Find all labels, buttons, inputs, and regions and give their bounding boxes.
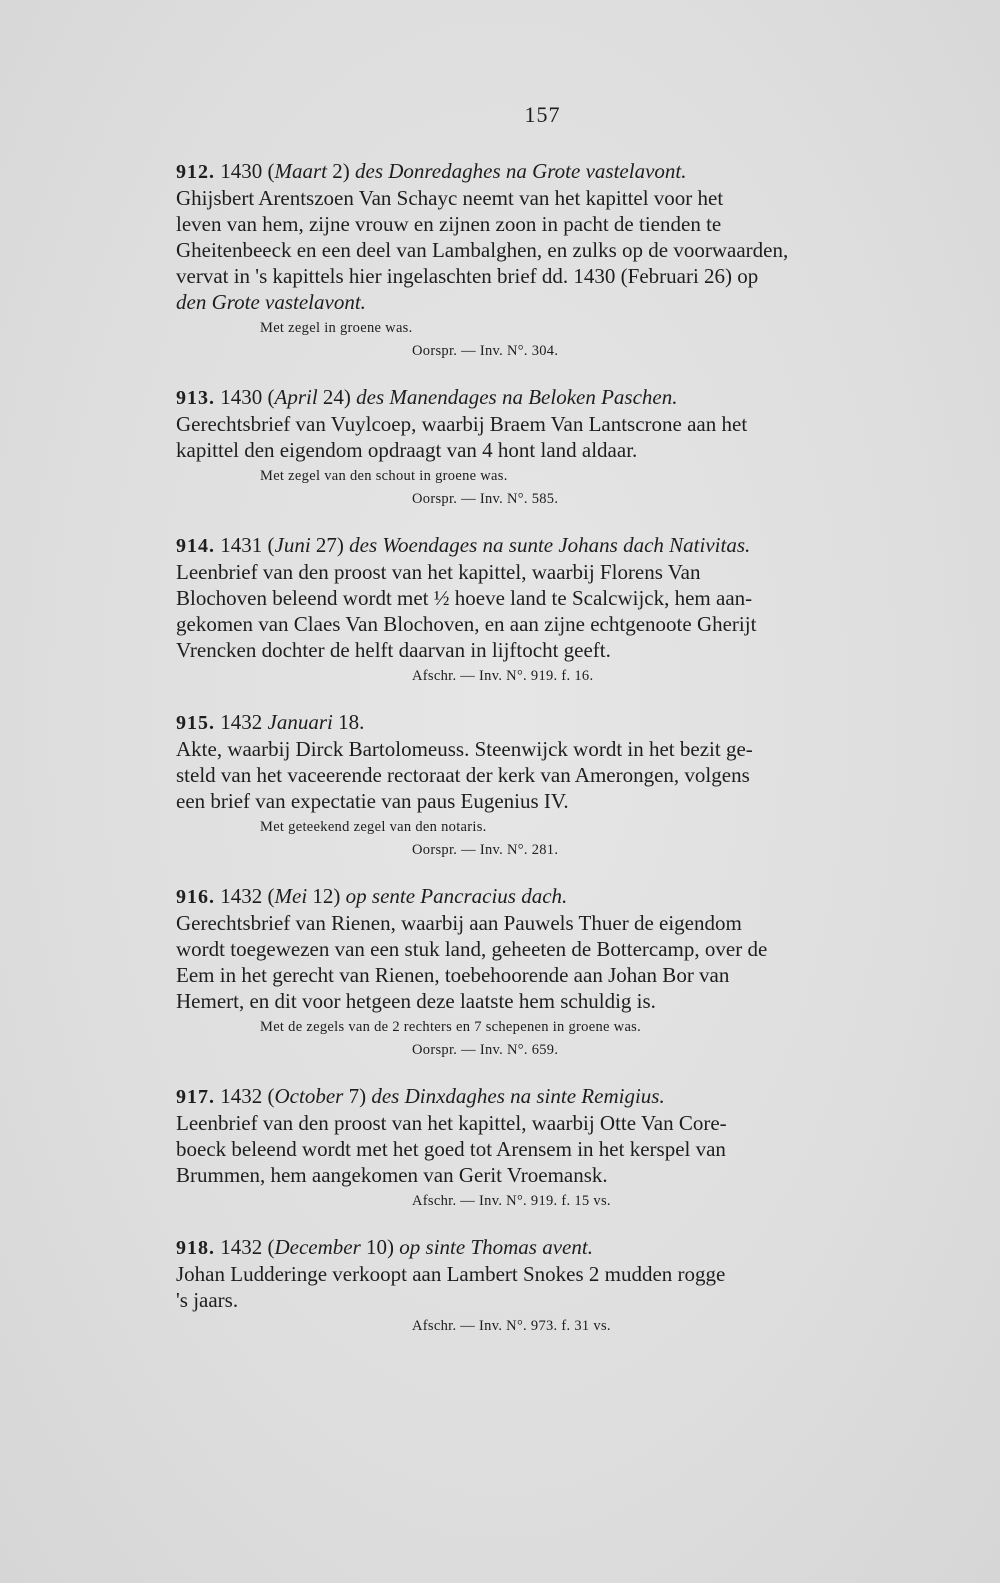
entry-body xyxy=(176,1110,902,1188)
body-line: Blochoven beleend wordt met ½ hoeve land te Scalcwijck, hem aan- xyxy=(176,586,753,610)
body-line: een brief van expectatie van paus Eugenius IV. xyxy=(176,789,569,813)
entry-day: 24) xyxy=(317,385,351,409)
body-line: Johan Ludderinge verkoopt aan Lambert Snokes 2 mudden rogge xyxy=(176,1262,726,1286)
entry-date-phrase: des Dinxdaghes na sinte Remigius. xyxy=(371,1084,665,1108)
entry-number: 915. xyxy=(176,712,215,734)
entry-year: 1432 xyxy=(220,1084,263,1108)
body-line: Gerechtsbrief van Rienen, waarbij aan Pauwels Thuer de eigendom xyxy=(176,911,742,935)
body-line: Vrencken dochter de helft daarvan in lijftocht geeft. xyxy=(176,638,611,662)
register-entry-912 xyxy=(176,158,902,361)
entry-day: 7) xyxy=(343,1084,367,1108)
date-paren: ( xyxy=(267,1235,275,1259)
body-line: Hemert, en dit voor hetgeen deze laatste hem schuldig is. xyxy=(176,989,656,1013)
body-line: boeck beleend wordt met het goed tot Arensem in het kerspel van xyxy=(176,1137,726,1161)
entry-number: 914. xyxy=(176,535,215,557)
body-line: gekomen van Claes Van Blochoven, en aan zijne echtgenoote Gherijt xyxy=(176,612,757,636)
inventory-reference: Afschr. — Inv. N°. 919. f. 16. xyxy=(412,668,594,684)
entry-year: 1432 xyxy=(220,1235,263,1259)
seal-note: Met zegel van den schout in groene was. xyxy=(260,468,508,484)
entry-day: 27) xyxy=(310,533,344,557)
inventory-reference: Oorspr. — Inv. N°. 281. xyxy=(412,842,559,858)
entry-month: Juni xyxy=(274,533,311,557)
entry-date-phrase: op sente Pancracius dach. xyxy=(345,884,568,908)
body-line: Leenbrief van den proost van het kapittel, waarbij Otte Van Core- xyxy=(176,1111,727,1135)
date-paren: ( xyxy=(267,1084,275,1108)
body-line: wordt toegewezen van een stuk land, geheeten de Bottercamp, over de xyxy=(176,937,768,961)
entry-number: 912. xyxy=(176,161,215,183)
entry-date-phrase: des Donredaghes na Grote vastelavont. xyxy=(355,159,687,183)
entry-day: 12) xyxy=(307,884,341,908)
entry-heading xyxy=(176,883,902,910)
date-paren: ( xyxy=(267,533,275,557)
entry-month: Maart xyxy=(274,159,327,183)
register-entry-915 xyxy=(176,709,902,860)
entry-body xyxy=(176,185,902,315)
body-line: vervat in 's kapittels hier ingelaschten brief dd. 1430 (Februari 26) op xyxy=(176,264,759,288)
inventory-reference: Afschr. — Inv. N°. 919. f. 15 vs. xyxy=(412,1193,611,1209)
register-entry-918 xyxy=(176,1234,902,1336)
entry-month: Mei xyxy=(274,884,308,908)
body-line: kapittel den eigendom opdraagt van 4 hont land aldaar. xyxy=(176,438,638,462)
register-entry-914 xyxy=(176,532,902,686)
entry-year: 1431 xyxy=(220,533,263,557)
entry-year: 1430 xyxy=(220,159,263,183)
entry-heading xyxy=(176,1234,902,1261)
body-line: Eem in het gerecht van Rienen, toebehoorende aan Johan Bor van xyxy=(176,963,730,987)
entry-body xyxy=(176,411,902,463)
entry-body xyxy=(176,559,902,663)
entry-date-phrase: op sinte Thomas avent. xyxy=(399,1235,593,1259)
body-line: Leenbrief van den proost van het kapittel, waarbij Florens Van xyxy=(176,560,701,584)
entry-day: 18. xyxy=(332,710,365,734)
entry-number: 916. xyxy=(176,886,215,908)
entry-month: Januari xyxy=(267,710,333,734)
body-line: 's jaars. xyxy=(176,1288,239,1312)
entry-date-phrase: des Manendages na Beloken Paschen. xyxy=(356,385,678,409)
body-line: den Grote vastelavont. xyxy=(176,290,366,314)
inventory-reference: Oorspr. — Inv. N°. 304. xyxy=(412,343,559,359)
entry-month: December xyxy=(274,1235,361,1259)
inventory-reference: Oorspr. — Inv. N°. 659. xyxy=(412,1042,559,1058)
register-entries xyxy=(176,158,902,1359)
register-entry-913 xyxy=(176,384,902,509)
date-paren: ( xyxy=(267,884,275,908)
body-line: Ghijsbert Arentszoen Van Schayc neemt van het kapittel voor het xyxy=(176,186,724,210)
register-entry-917 xyxy=(176,1083,902,1211)
entry-day: 2) xyxy=(327,159,350,183)
entry-day: 10) xyxy=(360,1235,395,1259)
inventory-reference: Oorspr. — Inv. N°. 585. xyxy=(412,491,559,507)
entry-month: October xyxy=(274,1084,344,1108)
entry-heading xyxy=(176,532,902,559)
entry-year: 1430 xyxy=(220,385,263,409)
seal-note: Met zegel in groene was. xyxy=(260,320,413,336)
entry-year: 1432 xyxy=(220,884,263,908)
inventory-reference: Afschr. — Inv. N°. 973. f. 31 vs. xyxy=(412,1318,611,1334)
body-line: Akte, waarbij Dirck Bartolomeuss. Steenwijck wordt in het bezit ge- xyxy=(176,737,753,761)
entry-body xyxy=(176,736,902,814)
entry-number: 918. xyxy=(176,1237,215,1259)
entry-number: 917. xyxy=(176,1086,215,1108)
body-line: Gerechtsbrief van Vuylcoep, waarbij Braem Van Lantscrone aan het xyxy=(176,412,748,436)
entry-body xyxy=(176,1261,902,1313)
seal-note: Met geteekend zegel van den notaris. xyxy=(260,819,487,835)
date-paren: ( xyxy=(267,159,275,183)
date-paren: ( xyxy=(267,385,275,409)
body-line: Brummen, hem aangekomen van Gerit Vroemansk. xyxy=(176,1163,608,1187)
entry-date-phrase: des Woendages na sunte Johans dach Nativitas. xyxy=(349,533,751,557)
body-line: leven van hem, zijne vrouw en zijnen zoon in pacht de tienden te xyxy=(176,212,722,236)
entry-number: 913. xyxy=(176,387,215,409)
body-line: Gheitenbeeck en een deel van Lambalghen, en zulks op de voorwaarden, xyxy=(176,238,789,262)
entry-heading xyxy=(176,158,902,185)
entry-body xyxy=(176,910,902,1014)
seal-note: Met de zegels van de 2 rechters en 7 schepenen in groene was. xyxy=(260,1019,642,1035)
entry-heading xyxy=(176,709,902,736)
body-line: steld van het vaceerende rectoraat der kerk van Amerongen, volgens xyxy=(176,763,750,787)
entry-year: 1432 xyxy=(220,710,263,734)
entry-month: April xyxy=(274,385,318,409)
page-number: 157 xyxy=(524,102,561,127)
register-entry-916 xyxy=(176,883,902,1060)
entry-heading xyxy=(176,384,902,411)
entry-heading xyxy=(176,1083,902,1110)
